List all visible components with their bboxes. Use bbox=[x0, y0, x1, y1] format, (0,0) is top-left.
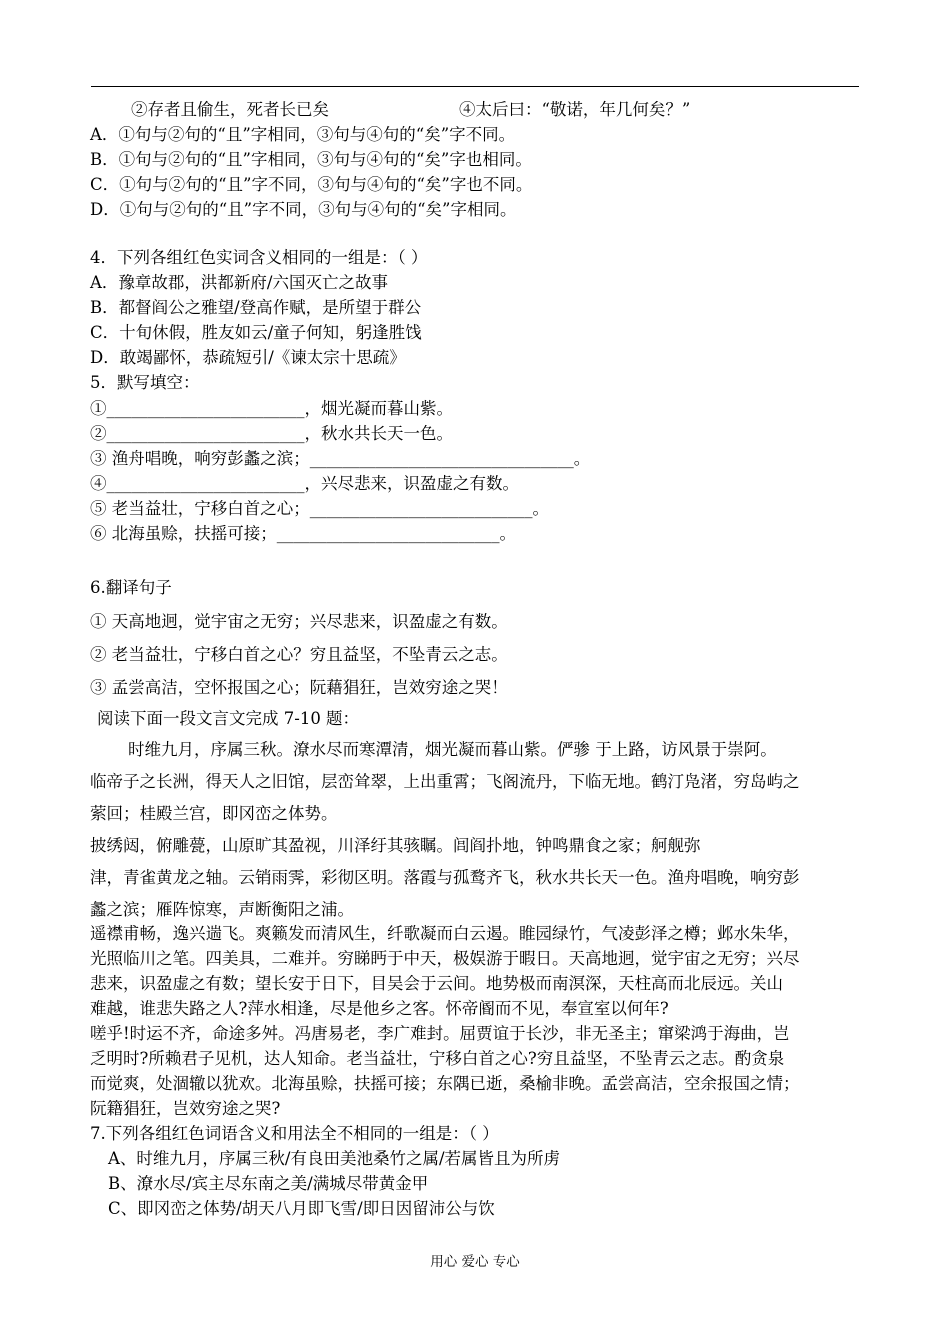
passage-line: 津，青雀黄龙之轴。云销雨霁，彩彻区明。落霞与孤鹜齐飞，秋水共长天一色。渔舟唱晚，响穷彭 bbox=[90, 868, 800, 887]
q3-option-d: D．①句与②句的“且”字不同，③句与④句的“矣”字相同。 bbox=[90, 200, 517, 219]
passage-line: 萦回；桂殿兰宫，即冈峦之体势。 bbox=[90, 804, 338, 823]
passage-line: 蠡之滨；雁阵惊寒，声断衡阳之浦。 bbox=[90, 900, 354, 919]
q5-item-4: ④________________________，兴尽悲来，识盈虚之有数。 bbox=[90, 474, 519, 493]
q7-option-b: B、潦水尽/宾主尽东南之美/满城尽带黄金甲 bbox=[108, 1174, 429, 1193]
q5-item-1: ①________________________，烟光凝而暮山紫。 bbox=[90, 399, 453, 418]
q5-item-2: ②________________________，秋水共长天一色。 bbox=[90, 424, 453, 443]
q7-option-c: C、即冈峦之体势/胡天八月即飞雪/即日因留沛公与饮 bbox=[108, 1199, 495, 1218]
header-rule bbox=[91, 86, 859, 87]
q6-item-3: ③ 孟尝高洁，空怀报国之心；阮藉猖狂，岂效穷途之哭！ bbox=[90, 678, 508, 697]
q5-item-3: ③ 渔舟唱晚，响穷彭蠡之滨；________________________________。 bbox=[90, 449, 591, 468]
q5-stem: 5．默写填空： bbox=[90, 373, 200, 392]
q4-option-a: A．豫章故郡，洪都新府/六国灭亡之故事 bbox=[90, 273, 388, 292]
q5-item-5: ⑤ 老当益壮，宁移白首之心；___________________________。 bbox=[90, 499, 549, 518]
q3-option-a: A．①句与②句的“且”字相同，③句与④句的“矣”字不同。 bbox=[90, 125, 516, 144]
q4-option-d: D．敢竭鄙怀，恭疏短引/《谏太宗十思疏》 bbox=[90, 348, 406, 367]
passage-line: 光照临川之笔。四美具，二难并。穷睇眄于中天，极娱游于暇日。天高地迥，觉宇宙之无穷；兴尽 bbox=[90, 949, 800, 968]
q3-option-b: B．①句与②句的“且”字相同，③句与④句的“矣”字也相同。 bbox=[90, 150, 532, 169]
q6-stem: 6.翻译句子 bbox=[90, 578, 172, 597]
passage-line: 时维九月，序属三秋。潦水尽而寒潭清，烟光凝而暮山紫。俨骖 于上路，访风景于崇阿。 bbox=[128, 740, 777, 759]
passage-line: 嗟乎!时运不齐，命途多舛。冯唐易老，李广难封。屈贾谊于长沙，非无圣主；窜梁鸿于海曲，岂 bbox=[90, 1024, 790, 1043]
q4-option-b: B．都督阎公之雅望/登高作赋，是所望于群公 bbox=[90, 298, 422, 317]
passage-line: 难越，谁悲失路之人?萍水相逢，尽是他乡之客。怀帝阍而不见，奉宣室以何年? bbox=[90, 999, 669, 1018]
q4-option-c: C．十旬休假，胜友如云/童子何知，躬逢胜饯 bbox=[90, 323, 422, 342]
reading-intro: 阅读下面一段文言文完成 7-10 题： bbox=[97, 709, 360, 728]
passage-line: 而觉爽，处涸辙以犹欢。北海虽赊，扶摇可接；东隅已逝，桑榆非晚。孟尝高洁，空余报国之情； bbox=[90, 1074, 800, 1093]
q6-item-2: ② 老当益壮，宁移白首之心？穷且益坚，不坠青云之志。 bbox=[90, 645, 508, 664]
sentence-2: ②存者且偷生，死者长已矣 bbox=[131, 100, 329, 119]
sentence-4: ④太后曰：“敬诺，年几何矣？” bbox=[459, 100, 691, 119]
passage-line: 临帝子之长洲，得天人之旧馆，层峦耸翠，上出重霄；飞阁流丹，下临无地。鹤汀凫渚，穷岛屿之 bbox=[90, 772, 800, 791]
passage-line: 乏明时?所赖君子见机，达人知命。老当益壮，宁移白首之心?穷且益坚，不坠青云之志。酌贪泉 bbox=[90, 1049, 785, 1068]
q4-stem: 4．下列各组红色实词含义相同的一组是：（ ） bbox=[90, 248, 428, 267]
q7-option-a: A、时维九月，序属三秋/有良田美池桑竹之属/若属皆且为所虏 bbox=[108, 1149, 561, 1168]
passage-line: 披绣闼，俯雕甍，山原旷其盈视，川泽纡其骇瞩。闾阎扑地，钟鸣鼎食之家；舸舰弥 bbox=[90, 836, 701, 855]
q7-stem: 7.下列各组红色词语含义和用法全不相同的一组是：（ ） bbox=[90, 1124, 499, 1143]
passage-line: 遥襟甫畅，逸兴遄飞。爽籁发而清风生，纤歌凝而白云遏。睢园绿竹，气凌彭泽之樽；邺水朱华， bbox=[90, 924, 800, 943]
passage-line: 阮籍猖狂，岂效穷途之哭? bbox=[90, 1099, 281, 1118]
q6-item-1: ① 天高地迥，觉宇宙之无穷；兴尽悲来，识盈虚之有数。 bbox=[90, 612, 508, 631]
page-footer: 用心 爱心 专心 bbox=[430, 1254, 520, 1270]
q5-item-6: ⑥ 北海虽赊，扶摇可接；___________________________。 bbox=[90, 524, 516, 543]
q3-option-c: C．①句与②句的“且”字不同，③句与④句的“矣”字也不同。 bbox=[90, 175, 533, 194]
passage-line: 悲来，识盈虚之有数；望长安于日下，目吴会于云间。地势极而南溟深，天柱高而北辰远。关山 bbox=[90, 974, 783, 993]
